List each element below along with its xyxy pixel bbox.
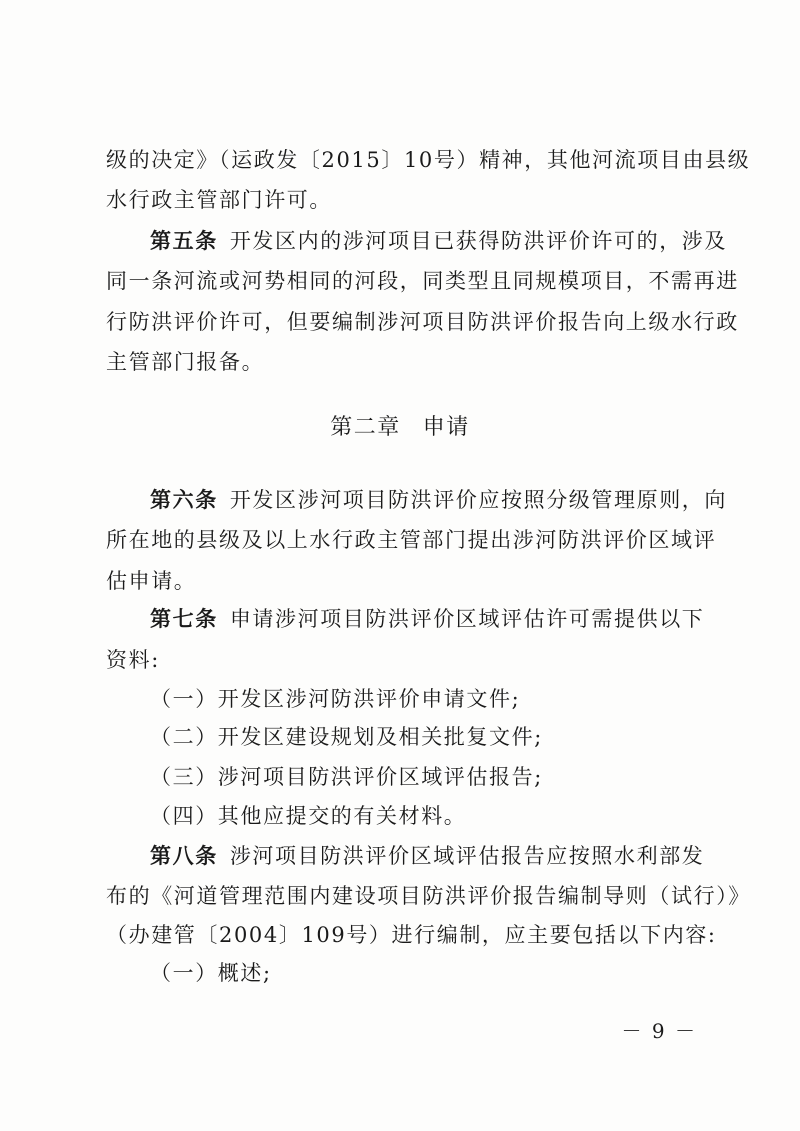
article-6-line bbox=[150, 485, 728, 515]
list-item: （三）涉河项目防洪评价区域评估报告; bbox=[150, 765, 543, 789]
article-8-line bbox=[150, 841, 705, 871]
text-line: 资料: bbox=[106, 648, 160, 672]
chapter-heading bbox=[0, 413, 800, 443]
page-number: － 9 － bbox=[621, 1019, 697, 1043]
text-line: 行防洪评价许可，但要编制涉河项目防洪评价报告向上级水行政 bbox=[106, 310, 739, 334]
article-label: 第五条 bbox=[150, 229, 218, 253]
text-line: 主管部门报备。 bbox=[106, 350, 265, 374]
list-item: （一）概述; bbox=[150, 961, 272, 985]
text-line: 布的《河道管理范围内建设项目防洪评价报告编制导则（试行）》 bbox=[106, 884, 751, 908]
text-line: 估申请。 bbox=[106, 569, 197, 593]
chapter-title: 申请 bbox=[422, 415, 470, 440]
text-line: 水行政主管部门许可。 bbox=[106, 188, 332, 212]
article-text: 涉河项目防洪评价区域评估报告应按照水利部发 bbox=[229, 844, 705, 868]
text-line: 级的决定》（运政发〔2015〕10号）精神，其他河流项目由县级 bbox=[106, 148, 751, 172]
list-item: （一）开发区涉河防洪评价申请文件; bbox=[150, 687, 521, 711]
article-text: 开发区涉河项目防洪评价应按照分级管理原则，向 bbox=[229, 488, 728, 512]
text-line: 同一条河流或河势相同的河段，同类型且同规模项目，不需再进 bbox=[106, 269, 739, 293]
article-7-line bbox=[150, 604, 705, 634]
article-label: 第六条 bbox=[150, 488, 218, 512]
article-label: 第八条 bbox=[150, 844, 218, 868]
text-line: （办建管〔2004〕109号）进行编制，应主要包括以下内容: bbox=[106, 923, 717, 947]
list-item: （二）开发区建设规划及相关批复文件; bbox=[150, 725, 543, 749]
article-text: 申请涉河项目防洪评价区域评估许可需提供以下 bbox=[229, 607, 705, 631]
list-item: （四）其他应提交的有关材料。 bbox=[150, 804, 467, 828]
article-text: 开发区内的涉河项目已获得防洪评价许可的，涉及 bbox=[229, 229, 728, 253]
article-5-line bbox=[150, 226, 728, 256]
chapter-number: 第二章 bbox=[330, 415, 401, 440]
text-line: 所在地的县级及以上水行政主管部门提出涉河防洪评价区域评 bbox=[106, 528, 717, 552]
article-label: 第七条 bbox=[150, 607, 218, 631]
